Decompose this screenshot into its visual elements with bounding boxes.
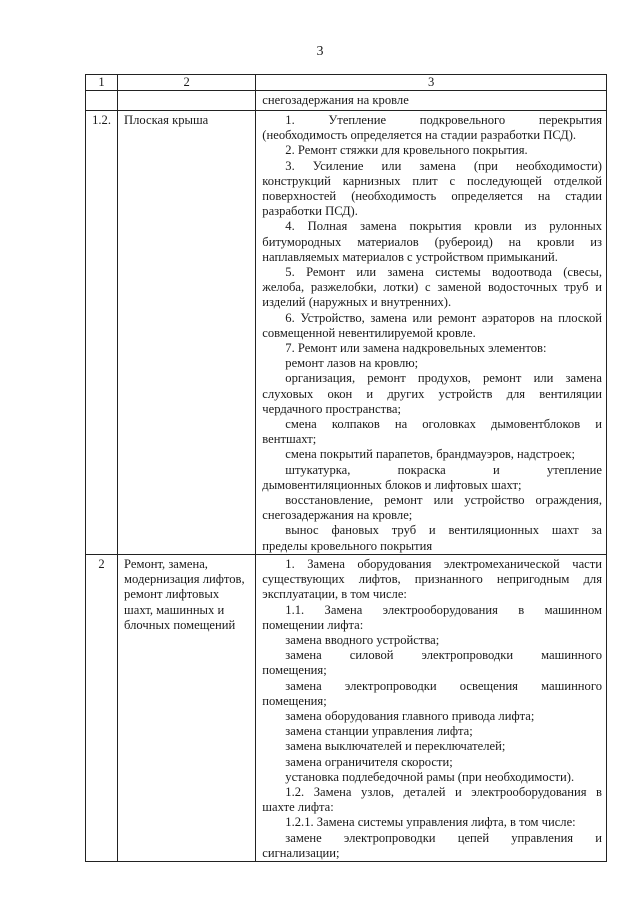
content-line: (необходимость определяется на стадии разработки ПСД). xyxy=(262,128,577,143)
content-line: 3. Усиление или замена (при необходимости) xyxy=(285,158,602,173)
continuation-row xyxy=(86,91,607,111)
row-work-name xyxy=(118,554,256,861)
continuation-name-cell xyxy=(118,91,256,111)
content-line: 2. Ремонт стяжки для кровельного покрытия. xyxy=(285,143,528,158)
content-line: наплавляемых материалов с устройством примыканий. xyxy=(262,249,558,264)
content-line: помещении лифта: xyxy=(262,617,364,632)
content-line: конструкций карнизных плит с последующей отделкой xyxy=(262,173,602,188)
content-line: 1.1. Замена электрооборудования в машинном xyxy=(285,602,602,617)
works-table xyxy=(85,74,607,862)
content-line: замена выключателей и переключателей; xyxy=(285,739,506,754)
work-name-line: Ремонт, замена, xyxy=(124,556,208,571)
content-line: дымовентиляционных блоков и лифтовых шахт; xyxy=(262,477,522,492)
content-line: существующих лифтов, признанного непригодным для xyxy=(262,572,602,587)
content-line: разработки ПСД). xyxy=(262,204,358,219)
content-line: 7. Ремонт или замена надкровельных элементов: xyxy=(285,341,547,356)
content-line: 1. Замена оборудования электромеханической части xyxy=(285,556,602,571)
content-line: вынос фановых труб и вентиляционных шахт за xyxy=(285,523,602,538)
content-line: битумородных материалов (рубероид) на кровли из xyxy=(262,234,602,249)
content-line: замена станции управления лифта; xyxy=(285,724,473,739)
work-name-line: шахт, машинных и xyxy=(124,602,225,617)
content-line: замена электропроводки освещения машинного xyxy=(285,678,602,693)
content-line: смена колпаков на оголовках дымовентблоков и xyxy=(285,417,602,432)
content-line: восстановление, ремонт или устройство ограждения, xyxy=(285,493,602,508)
content-line: 6. Устройство, замена или ремонт аэраторов на плоской xyxy=(285,310,602,325)
work-name-line: блочных помещений xyxy=(124,617,236,632)
content-line: слуховых окон и других устройств для вентиляции xyxy=(262,386,602,401)
header-col-1: 1 xyxy=(86,75,118,91)
content-line: ремонт лазов на кровлю; xyxy=(285,356,419,371)
content-line: снегозадержания на кровле; xyxy=(262,508,413,523)
content-line: штукатурка, покраска и утепление xyxy=(285,462,602,477)
content-line: организация, ремонт продухов, ремонт или замена xyxy=(285,371,602,386)
content-line: желоба, разжелобки, лотки) с заменой водосточных труб и xyxy=(262,280,602,295)
content-line: 1.2.1. Замена системы управления лифта, в том числе: xyxy=(285,815,576,830)
header-col-2: 2 xyxy=(118,75,256,91)
header-col-3: 3 xyxy=(256,75,607,91)
content-line: чердачного пространства; xyxy=(262,401,401,416)
content-line: смена покрытий парапетов, брандмауэров, надстроек; xyxy=(285,447,575,462)
content-line: замена оборудования главного привода лифта; xyxy=(285,708,535,723)
content-line: помещения; xyxy=(262,693,327,708)
content-line: 1. Утепление подкровельного перекрытия xyxy=(285,113,602,127)
content-line: эксплуатации, в том числе: xyxy=(262,587,407,602)
table-row xyxy=(86,111,607,555)
content-line: шахте лифта: xyxy=(262,800,334,815)
content-line: установка подлебедочной рамы (при необходимости). xyxy=(285,769,575,784)
content-line: поверхностей (необходимость определяется на стадии xyxy=(262,189,602,204)
content-line: помещения; xyxy=(262,663,327,678)
content-line: 1.2. Замена узлов, деталей и электрооборудования в xyxy=(285,784,602,799)
row-number: 1.2. xyxy=(86,111,118,555)
content-line: замене электропроводки цепей управления и xyxy=(285,830,602,845)
continuation-text: снегозадержания на кровле xyxy=(256,91,607,111)
content-line: изделий (наружных и внутренних). xyxy=(262,295,452,310)
row-work-content xyxy=(256,554,607,861)
table-row xyxy=(86,554,607,861)
header-row xyxy=(86,75,607,91)
content-line: совмещенной невентилируемой кровле. xyxy=(262,325,476,340)
row-number: 2 xyxy=(86,554,118,861)
content-line: вентшахт; xyxy=(262,432,317,447)
content-line: сигнализации; xyxy=(262,845,340,860)
content-line: замена вводного устройства; xyxy=(285,632,440,647)
row-work-content xyxy=(256,111,607,555)
continuation-num-cell xyxy=(86,91,118,111)
content-line: замена силовой электропроводки машинного xyxy=(285,648,602,663)
content-line: 5. Ремонт или замена системы водоотвода (свесы, xyxy=(285,265,602,280)
work-name-line: модернизация лифтов, xyxy=(124,572,245,587)
content-line: пределы кровельного покрытия xyxy=(262,538,433,553)
content-line: 4. Полная замена покрытия кровли из рулонных xyxy=(285,219,602,234)
content-line: замена ограничителя скорости; xyxy=(285,754,453,769)
row-work-name: Плоская крыша xyxy=(118,111,256,555)
page-number: 3 xyxy=(316,44,324,59)
work-name-line: ремонт лифтовых xyxy=(124,587,220,602)
